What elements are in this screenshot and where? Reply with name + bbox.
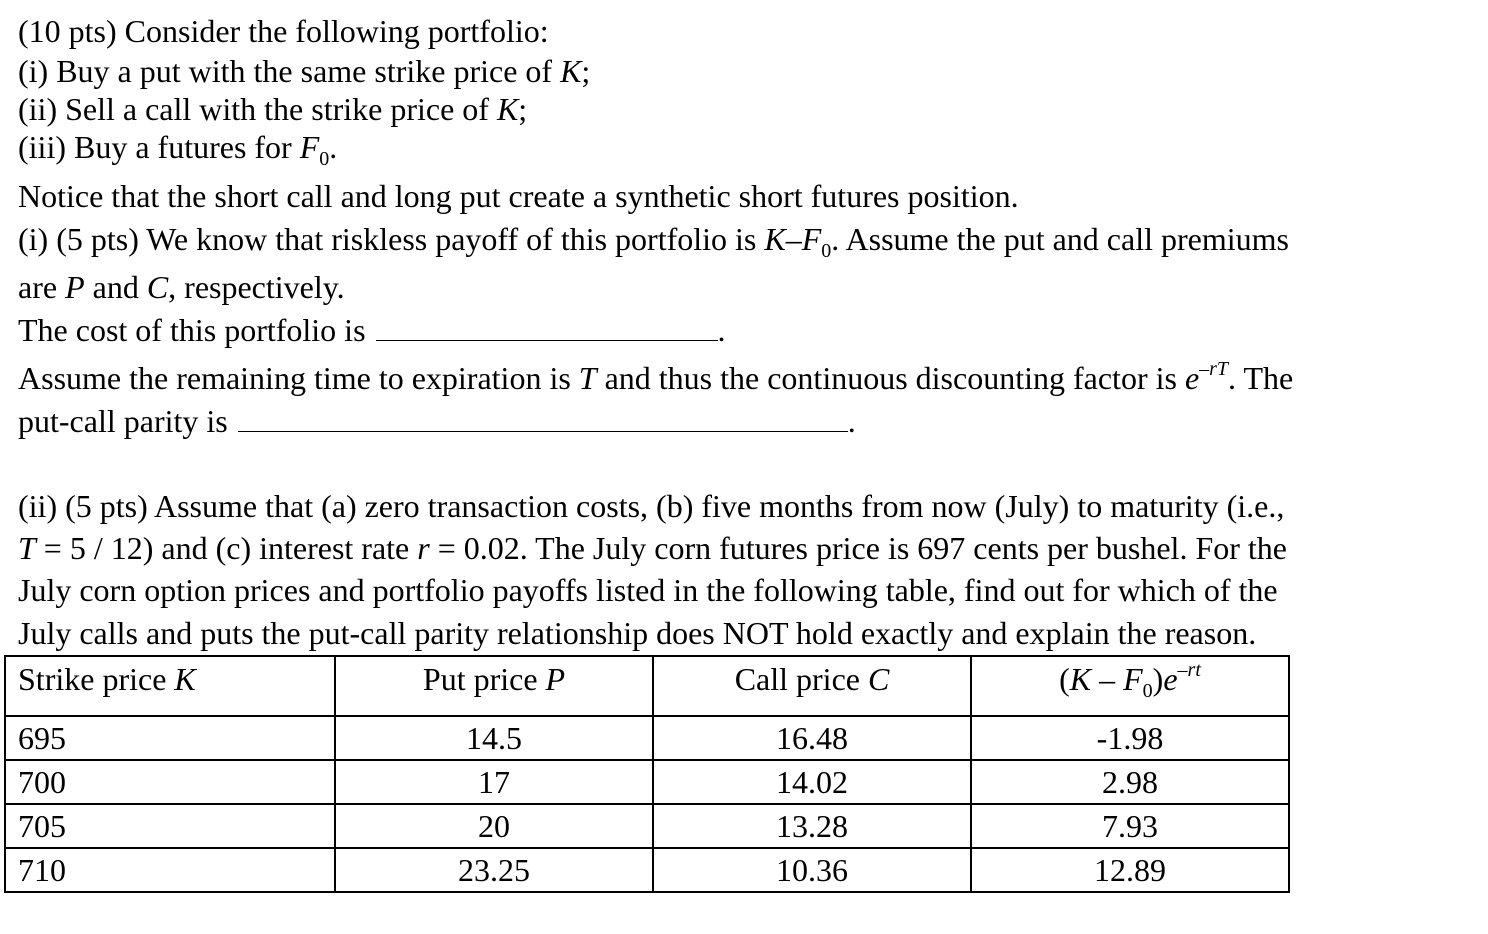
part-ii-text-3: July corn option prices and portfolio payoffs listed in the following table, find out for which of the bbox=[18, 572, 1278, 608]
item-i-text: (i) Buy a put with the same strike price of bbox=[18, 53, 561, 89]
part-ii-line-3 bbox=[18, 574, 1278, 606]
cell-payoff: -1.98 bbox=[971, 716, 1289, 760]
header-strike: Strike price K bbox=[5, 656, 335, 716]
cell-call: 10.36 bbox=[653, 848, 971, 892]
cell-strike: 705 bbox=[5, 804, 335, 848]
parity-label: put-call parity is bbox=[18, 403, 228, 439]
table-row bbox=[5, 716, 1289, 760]
part-i-c: C bbox=[146, 269, 169, 305]
table-row bbox=[5, 804, 1289, 848]
part-i-p: P bbox=[65, 269, 85, 305]
options-table bbox=[4, 655, 1290, 893]
part-i-suffix: . Assume the put and call premiums bbox=[831, 221, 1289, 257]
assume-exp: –rT bbox=[1199, 358, 1229, 380]
cost-end: . bbox=[717, 312, 726, 348]
part-ii-r: r bbox=[417, 530, 430, 566]
item-iii-suffix: . bbox=[329, 129, 338, 165]
table-row bbox=[5, 760, 1289, 804]
part-ii-t: T bbox=[18, 530, 36, 566]
cost-line bbox=[18, 314, 726, 346]
part-i-minus: – bbox=[785, 221, 802, 257]
part-i-line2-b: and bbox=[84, 269, 147, 305]
header-put: Put price P bbox=[335, 656, 653, 716]
part-ii-text-2a: = 5 / 12) and (c) interest rate bbox=[35, 530, 418, 566]
part-i-line-1 bbox=[18, 221, 1289, 262]
cell-call: 13.28 bbox=[653, 804, 971, 848]
item-iii-line bbox=[18, 129, 338, 170]
item-ii-suffix: ; bbox=[518, 91, 528, 127]
assume-text: Assume the remaining time to expiration is bbox=[18, 360, 579, 396]
part-ii-text-1: (ii) (5 pts) Assume that (a) zero transaction costs, (b) five months from now (July) to maturity (i.e., bbox=[18, 488, 1285, 524]
cell-put: 23.25 bbox=[335, 848, 653, 892]
assume-mid: and thus the continuous discounting factor is bbox=[596, 360, 1185, 396]
part-ii-text-4: July calls and puts the put-call parity relationship does NOT hold exactly and explain the reason. bbox=[18, 615, 1257, 651]
cell-call: 14.02 bbox=[653, 760, 971, 804]
cell-put: 14.5 bbox=[335, 716, 653, 760]
item-i-suffix: ; bbox=[581, 53, 591, 89]
item-ii-text: (ii) Sell a call with the strike price of bbox=[18, 91, 497, 127]
part-ii-text-2b: = 0.02. The July corn futures price is 697 cents per bushel. For the bbox=[429, 530, 1287, 566]
cost-label: The cost of this portfolio is bbox=[18, 312, 366, 348]
intro-text: (10 pts) Consider the following portfolio: bbox=[18, 13, 549, 49]
cell-payoff: 2.98 bbox=[971, 760, 1289, 804]
part-i-k: K bbox=[764, 221, 786, 257]
part-i-f: F bbox=[801, 221, 822, 257]
intro-line bbox=[18, 15, 549, 47]
cell-strike: 695 bbox=[5, 716, 335, 760]
part-i-line2-d: , respectively. bbox=[168, 269, 345, 305]
table-header-row bbox=[5, 656, 1289, 716]
part-ii-line-4 bbox=[18, 617, 1256, 649]
cell-put: 17 bbox=[335, 760, 653, 804]
cell-payoff: 12.89 bbox=[971, 848, 1289, 892]
part-i-line-2 bbox=[18, 271, 345, 303]
cell-strike: 700 bbox=[5, 760, 335, 804]
cell-strike: 710 bbox=[5, 848, 335, 892]
assume-t: T bbox=[578, 360, 597, 396]
cell-call: 16.48 bbox=[653, 716, 971, 760]
part-i-text: (i) (5 pts) We know that riskless payoff of this portfolio is bbox=[18, 221, 765, 257]
header-call: Call price C bbox=[653, 656, 971, 716]
table-row bbox=[5, 848, 1289, 892]
item-i-var: K bbox=[560, 53, 582, 89]
parity-line bbox=[18, 405, 856, 437]
notice-text: Notice that the short call and long put create a synthetic short futures position. bbox=[18, 178, 1019, 214]
part-ii-line-2 bbox=[18, 532, 1287, 564]
parity-end: . bbox=[847, 403, 856, 439]
part-i-line2-a: are bbox=[18, 269, 66, 305]
item-ii-var: K bbox=[496, 91, 519, 127]
item-i-line bbox=[18, 55, 590, 87]
assume-suffix: . The bbox=[1228, 360, 1294, 396]
part-i-sub: 0 bbox=[821, 240, 832, 262]
item-iii-var: F bbox=[299, 129, 320, 165]
cell-put: 20 bbox=[335, 804, 653, 848]
notice-line bbox=[18, 180, 1019, 212]
part-ii-line-1 bbox=[18, 490, 1284, 522]
assume-line bbox=[18, 358, 1294, 396]
assume-e: e bbox=[1184, 360, 1200, 396]
cost-answer-blank[interactable] bbox=[376, 316, 718, 341]
header-payoff: $(K - F_0)e^{-rt}$ bbox=[971, 656, 1289, 716]
item-ii-line bbox=[18, 93, 527, 125]
cell-payoff: 7.93 bbox=[971, 804, 1289, 848]
item-iii-sub: 0 bbox=[319, 148, 330, 170]
item-iii-text: (iii) Buy a futures for bbox=[18, 129, 300, 165]
parity-answer-blank[interactable] bbox=[238, 407, 848, 432]
